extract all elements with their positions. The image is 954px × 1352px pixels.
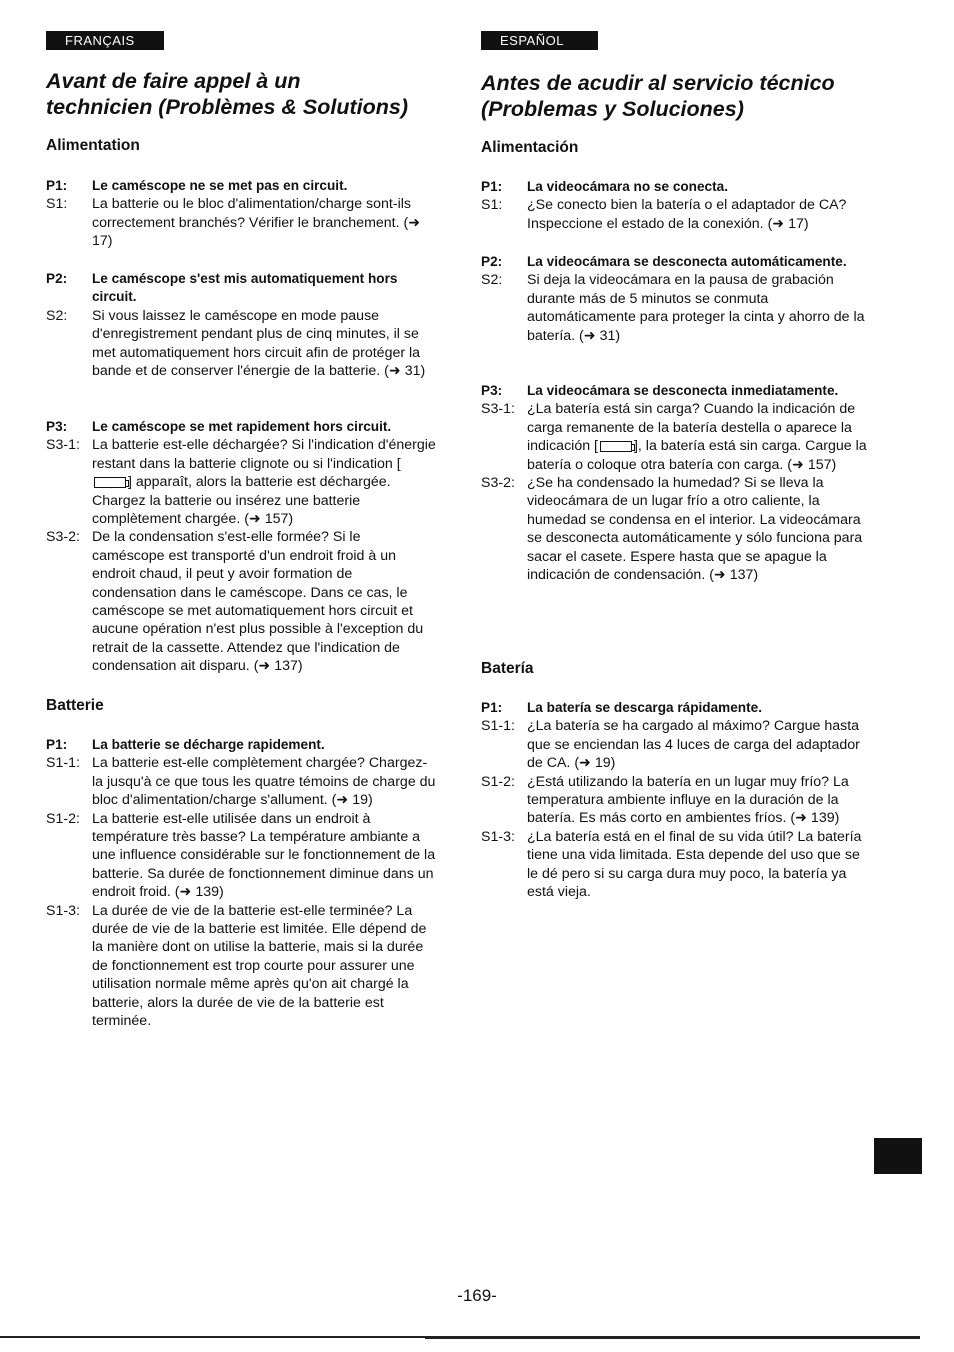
solution-text: La batterie est-elle déchargée? Si l'indication d'énergie restant dans la batterie clignote ou si l'indication [ [92,437,436,472]
language-tab-french: FRANÇAIS [46,31,164,50]
section-heading-battery: Batería [481,660,534,677]
problem-text: La videocámara no se conecta. [527,179,728,194]
solution-text-cont: ], la batería está sin carga. Cargue la batería o coloque otra batería con carga. (➜ 157) [527,438,867,473]
problem-block-p2 [481,253,871,345]
footer-rule-left [0,1336,425,1338]
problem-block-p1 [481,178,871,233]
solution-text: ¿Se conecto bien la batería o el adaptador de CA? Inspeccione el estado de la conexión. (➜ 17) [527,197,847,232]
solution-text: ¿La batería se ha cargado al máximo? Cargue hasta que se enciendan las 4 luces de carga del adaptador de CA. (➜ 19) [527,718,860,772]
solution-text: La batterie ou le bloc d'alimentation/charge sont-ils correctement branchés? Vérifier le branchement. (➜ 17) [92,196,421,250]
solution-text: La batterie est-elle utilisée dans un endroit à température très basse? La température ambiante a une influence considérable sur le fonctionnement de la batterie. Sa durée de fonctionnement diminue dans un endroit froid. (➜ 139) [92,810,436,901]
solution-text: La durée de vie de la batterie est-elle terminée? La durée de vie de la batterie est limitée. Elle dépend de la manière dont on utilise la batterie, mais si la durée de fonctionnement est trop courte pour assurer une utilisation normale même après qu'on ait chargé la batterie, alors la durée de vie de la batterie est terminée. [92,902,427,1030]
solution-label: S2: [481,272,503,289]
solution-label: S2: [46,307,68,324]
solution-label: S3-1: [46,437,80,454]
page-title-line-2: technicien (Problèmes & Solutions) [46,95,408,119]
solution-text: La batterie est-elle complètement chargée? Chargez-la jusqu'à ce que tous les quatre témoins de charge du bloc d'alimentation/charge s'allument. (➜ 19) [92,755,436,809]
solution-label: S1-3: [481,828,515,845]
problem-text: La videocámara se desconecta inmediatamente. [527,383,839,398]
solution-text-cont: ] apparaît, alors la batterie est déchargée. Chargez la batterie ou insérez une batterie complètement chargée. (➜ 157) [92,474,391,528]
problem-text: Le caméscope s'est mis automatiquement hors circuit. [92,271,398,305]
page-number: -169- [457,1286,497,1305]
problem-text: La videocámara se desconecta automáticamente. [527,254,847,269]
page-title-line-1: Avant de faire appel à un [46,69,301,93]
solution-text: ¿Está utilizando la batería en un lugar muy frío? La temperatura ambiente influye en la duración de la batería. Es más corto en ambientes fríos. (➜ 139) [527,773,849,827]
solution-text: Si deja la videocámara en la pausa de grabación durante más de 5 minutos se conmuta automáticamente para proteger la cinta y ahorro de la batería. (➜ 31) [527,272,865,344]
language-tab-spanish: ESPAÑOL [481,31,598,50]
section-heading-power: Alimentation [46,137,140,154]
solution-text: Si vous laissez le caméscope en mode pause d'enregistrement pendant plus de cinq minutes, il se met automatiquement hors circuit afin de protéger la bande et de conserver l'énergie de la batterie. (➜ 31) [92,307,426,380]
solution-label: S3-2: [481,475,515,492]
solution-label: S1-2: [46,810,80,827]
problem-label: P1: [481,700,503,715]
thumb-index-tab [874,1138,922,1174]
problem-label: P1: [481,179,503,194]
solution-label: S1-3: [46,902,80,919]
page-title-line-2: (Problemas y Soluciones) [481,97,744,121]
solution-text: ¿La batería está en el final de su vida útil? La batería tiene una vida limitada. Esta depende del uso que se le dé pero si su carga dura muy poco, la batería ya está vieja. [527,828,862,901]
section-heading-power: Alimentación [481,139,579,156]
battery-problem-block [46,736,436,1031]
problem-block-p3 [481,382,871,584]
footer-rule-right [425,1336,920,1339]
problem-label: P3: [46,419,68,434]
battery-empty-icon [94,477,126,488]
solution-label: S3-2: [46,529,80,546]
solution-text: ¿Se ha condensado la humedad? Si se lleva la videocámara de un lugar frío a otro caliente, la humedad se condensa en el interior. La videocámara se desconecta automáticamente y sólo funciona para sacar el casete. Espere hasta que se apague la indicación de condensación. (➜ 137) [527,475,863,584]
problem-label: P1: [46,737,68,752]
problem-block-p3 [46,418,436,676]
solution-text: De la condensation s'est-elle formée? Si le caméscope est transporté d'un endroit froid à un endroit chaud, il peut y avoir formation de condensation dans le caméscope. Dans ce cas, le caméscope se met automatiquement hors circuit et aucune opération n'est plus possible à l'exception du retrait de la cassette. Attendez que l'indication de condensation ait disparu. (➜ 137) [92,529,424,675]
problem-label: P2: [46,271,68,286]
problem-text: La batterie se décharge rapidement. [92,737,325,752]
problem-label: P2: [481,254,503,269]
problem-label: P3: [481,383,503,398]
problem-label: P1: [46,178,68,193]
solution-label: S1: [46,196,68,213]
solution-text: ¿La batería está sin carga? Cuando la indicación de carga remanente de la batería destella o aparece la indicación [ [527,401,856,455]
solution-label: S1-1: [46,755,80,772]
page-title-line-1: Antes de acudir al servicio técnico [481,71,835,95]
problem-block-p1 [46,177,436,251]
problem-text: Le caméscope se met rapidement hors circuit. [92,419,392,434]
problem-block-p2 [46,270,436,380]
problem-text: La batería se descarga rápidamente. [527,700,762,715]
solution-label: S1-1: [481,718,515,735]
battery-problem-block [481,699,871,901]
solution-label: S1: [481,197,503,214]
battery-empty-icon [600,441,632,452]
solution-label: S1-2: [481,773,515,790]
problem-text: Le caméscope ne se met pas en circuit. [92,178,348,193]
solution-label: S3-1: [481,401,515,418]
section-heading-battery: Batterie [46,697,104,714]
